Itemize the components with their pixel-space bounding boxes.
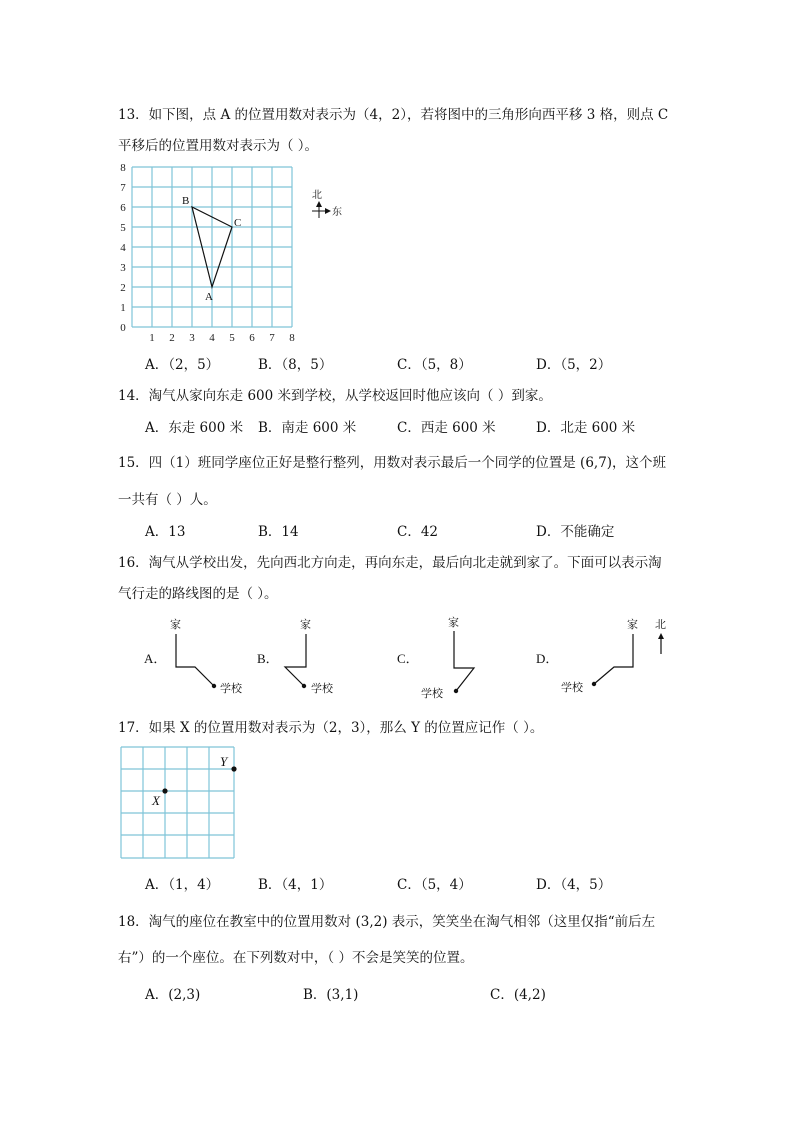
route-a-home: 家 bbox=[170, 619, 181, 631]
q18-option-b[interactable]: B．(3,1) bbox=[303, 987, 359, 1003]
q13-coordinate-grid bbox=[110, 160, 360, 346]
q18-line1: 18．淘气的座位在教室中的位置用数对 (3,2) 表示，笑笑坐在淘气相邻（这里仅指“前后左 bbox=[118, 914, 656, 930]
q13-option-d[interactable]: D．（5，2） bbox=[536, 357, 612, 373]
q17-option-d[interactable]: D．（4，5） bbox=[536, 877, 612, 893]
q17-line1: 17．如果 X 的位置用数对表示为（2，3），那么 Y 的位置应记作（ ）。 bbox=[118, 720, 544, 736]
q16-line1: 16．淘气从学校出发，先向西北方向走，再向东走，最后向北走就到家了。下面可以表示淘 bbox=[118, 555, 662, 571]
grid-x-label: 4 bbox=[209, 332, 215, 344]
grid-x-label: 6 bbox=[249, 332, 255, 344]
q15-option-d[interactable]: D．不能确定 bbox=[536, 524, 615, 540]
grid-y-label: 6 bbox=[120, 202, 126, 214]
north-label: 北 bbox=[655, 619, 666, 631]
q15-option-b[interactable]: B．14 bbox=[258, 524, 299, 540]
q16-route-diagrams bbox=[140, 612, 680, 704]
route-b bbox=[285, 634, 306, 686]
q15-line1: 15．四（1）班同学座位正好是整行整列，用数对表示最后一个同学的位置是 (6,7)，这个班 bbox=[118, 455, 667, 471]
point-x bbox=[162, 788, 167, 793]
compass-north: 北 bbox=[312, 190, 322, 201]
grid-x-label: 1 bbox=[149, 332, 155, 344]
grid-y-label: 4 bbox=[120, 242, 126, 254]
route-c bbox=[454, 631, 474, 691]
q14-option-b[interactable]: B．南走 600 米 bbox=[258, 420, 357, 436]
grid-x-label: 8 bbox=[289, 332, 295, 344]
q14-line1: 14．淘气从家向东走 600 米到学校，从学校返回时他应该向（ ）到家。 bbox=[118, 388, 552, 404]
q18-line2: 右”）的一个座位。在下列数对中，（ ）不会是笑笑的位置。 bbox=[118, 950, 474, 966]
route-d-home: 家 bbox=[627, 619, 638, 631]
q17-option-a[interactable]: A．（1，4） bbox=[145, 877, 220, 893]
q18-option-a[interactable]: A．(2,3) bbox=[145, 987, 201, 1003]
route-d bbox=[594, 634, 633, 684]
q13-line1: 13．如下图，点 A 的位置用数对表示为（4，2），若将图中的三角形向西平移 3 格，则点 C bbox=[118, 107, 669, 123]
q18-option-c[interactable]: C．(4,2) bbox=[490, 987, 546, 1003]
q16-line2: 气行走的路线图的是（ ）。 bbox=[118, 586, 278, 602]
grid-y-label: 8 bbox=[120, 162, 126, 174]
point-b-label: B bbox=[182, 195, 190, 207]
q16-option-c-letter: C． bbox=[397, 651, 419, 666]
q13-option-a[interactable]: A．（2，5） bbox=[145, 357, 220, 373]
grid-y-label: 2 bbox=[120, 282, 126, 294]
q14-option-c[interactable]: C．西走 600 米 bbox=[397, 420, 496, 436]
q13-option-c[interactable]: C．（5，8） bbox=[397, 357, 472, 373]
route-b-school: 学校 bbox=[311, 683, 333, 695]
point-y bbox=[231, 766, 236, 771]
q14-option-d[interactable]: D．北走 600 米 bbox=[536, 420, 636, 436]
grid-x-label: 2 bbox=[169, 332, 175, 344]
compass-east: 东 bbox=[332, 207, 342, 218]
point-a-label: A bbox=[205, 291, 213, 303]
route-b-home: 家 bbox=[300, 619, 311, 631]
grid-y-label: 5 bbox=[120, 222, 126, 234]
route-a-school: 学校 bbox=[220, 683, 242, 695]
grid-y-label: 7 bbox=[120, 182, 126, 194]
point-x-label: X bbox=[152, 793, 160, 808]
grid-x-label: 5 bbox=[229, 332, 235, 344]
q15-line2: 一共有（ ）人。 bbox=[118, 492, 217, 508]
grid-x-label: 3 bbox=[189, 332, 195, 344]
q17-option-b[interactable]: B．（4，1） bbox=[258, 877, 333, 893]
q16-option-d-letter: D． bbox=[536, 651, 559, 666]
grid-x-label: 7 bbox=[269, 332, 275, 344]
q14-option-a[interactable]: A．东走 600 米 bbox=[145, 420, 244, 436]
q13-option-b[interactable]: B．（8，5） bbox=[258, 357, 333, 373]
q15-option-a[interactable]: A．13 bbox=[145, 524, 186, 540]
north-arrow-icon bbox=[658, 633, 664, 639]
q16-option-a-letter: A． bbox=[144, 651, 167, 666]
q13-line2: 平移后的位置用数对表示为（ ）。 bbox=[118, 138, 319, 154]
grid-y-label: 1 bbox=[120, 302, 126, 314]
point-c-label: C bbox=[234, 217, 242, 229]
route-a bbox=[176, 634, 214, 686]
route-d-school: 学校 bbox=[561, 682, 583, 694]
q17-grid bbox=[118, 744, 242, 862]
q15-option-c[interactable]: C．42 bbox=[397, 524, 439, 540]
route-c-school: 学校 bbox=[421, 688, 443, 700]
route-c-home: 家 bbox=[448, 617, 459, 629]
point-y-label: Y bbox=[220, 754, 228, 769]
compass-icon bbox=[312, 189, 342, 218]
q16-option-b-letter: B． bbox=[257, 651, 279, 666]
grid-y-label: 3 bbox=[120, 262, 126, 274]
q17-option-c[interactable]: C．（5，4） bbox=[397, 877, 472, 893]
grid-y-label: 0 bbox=[120, 322, 126, 334]
